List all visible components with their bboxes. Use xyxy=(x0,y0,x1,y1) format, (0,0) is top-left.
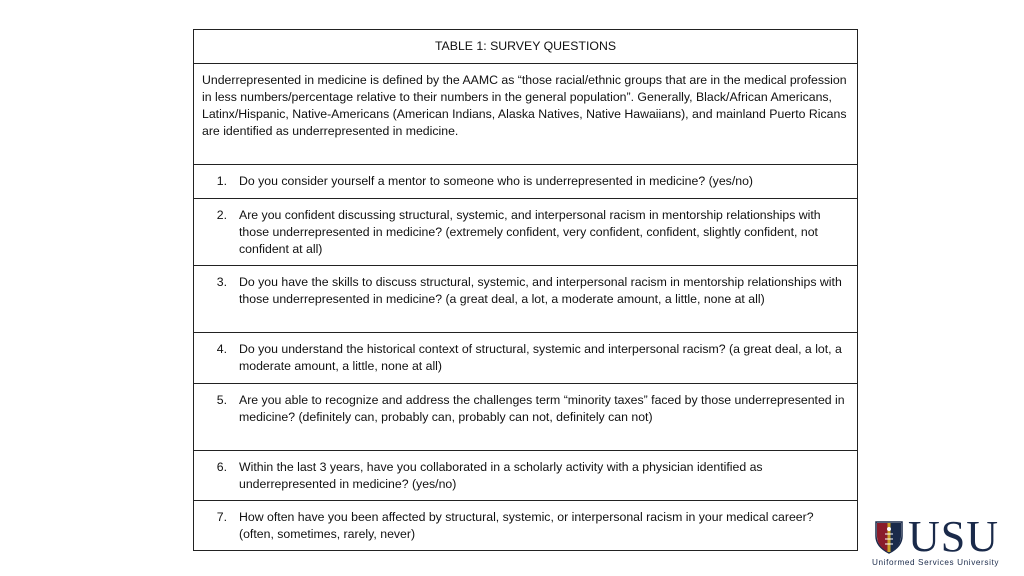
usu-subtitle: Uniformed Services University xyxy=(872,558,1000,567)
table-intro: Underrepresented in medicine is defined by the AAMC as “those racial/ethnic groups that are in the medical profession in less numbers/percentage relative to their numbers in the general population”. Generally, Black/African Americans, Latinx/Hispanic, Native-Americans (American Indians, Alaska Natives, Native Hawaiians), and mainland Puerto Ricans are identified as underrepresented in medicine. xyxy=(194,63,857,164)
question-text: Within the last 3 years, have you collaborated in a scholarly activity with a physician identified as underrepresented in medicine? (yes/no) xyxy=(239,460,763,491)
question-row xyxy=(194,383,857,450)
usu-logo xyxy=(872,512,1012,570)
question-number: 5. xyxy=(216,393,227,407)
question-text: Are you able to recognize and address the challenges term “minority taxes” faced by those underrepresented in medicine? (definitely can, probably can, probably can not, definitely can not) xyxy=(239,393,845,424)
question-number: 1. xyxy=(216,174,227,188)
question-number: 4. xyxy=(216,342,227,356)
question-text: How often have you been affected by structural, systemic, or interpersonal racism in your medical career? (often, sometimes, rarely, never) xyxy=(239,510,814,541)
usu-wordmark: USU xyxy=(908,512,1000,561)
question-row xyxy=(194,265,857,332)
survey-questions-table xyxy=(193,29,858,551)
question-row xyxy=(194,332,857,383)
question-number: 6. xyxy=(216,460,227,474)
question-text: Do you consider yourself a mentor to someone who is underrepresented in medicine? (yes/no) xyxy=(239,174,754,188)
question-row xyxy=(194,198,857,265)
table-title: TABLE 1: SURVEY QUESTIONS xyxy=(434,39,617,53)
question-text: Do you understand the historical context of structural, systemic and interpersonal racism? (a great deal, a lot, a moderate amount, a little, none at all) xyxy=(239,342,842,373)
question-text: Are you confident discussing structural, systemic, and interpersonal racism in mentorship relationships with those underrepresented in medicine? (extremely confident, very confident, confident, slightly confident, not confident at all) xyxy=(239,208,821,256)
question-row xyxy=(194,500,857,550)
shield-icon xyxy=(874,520,904,554)
question-number: 3. xyxy=(216,275,227,289)
question-number: 7. xyxy=(216,510,227,524)
question-row xyxy=(194,450,857,500)
question-row xyxy=(194,164,857,198)
question-number: 2. xyxy=(216,208,227,222)
question-text: Do you have the skills to discuss structural, systemic, and interpersonal racism in mentorship relationships with those underrepresented in medicine? (a great deal, a lot, a moderate amount, a little, none at all) xyxy=(239,275,842,306)
